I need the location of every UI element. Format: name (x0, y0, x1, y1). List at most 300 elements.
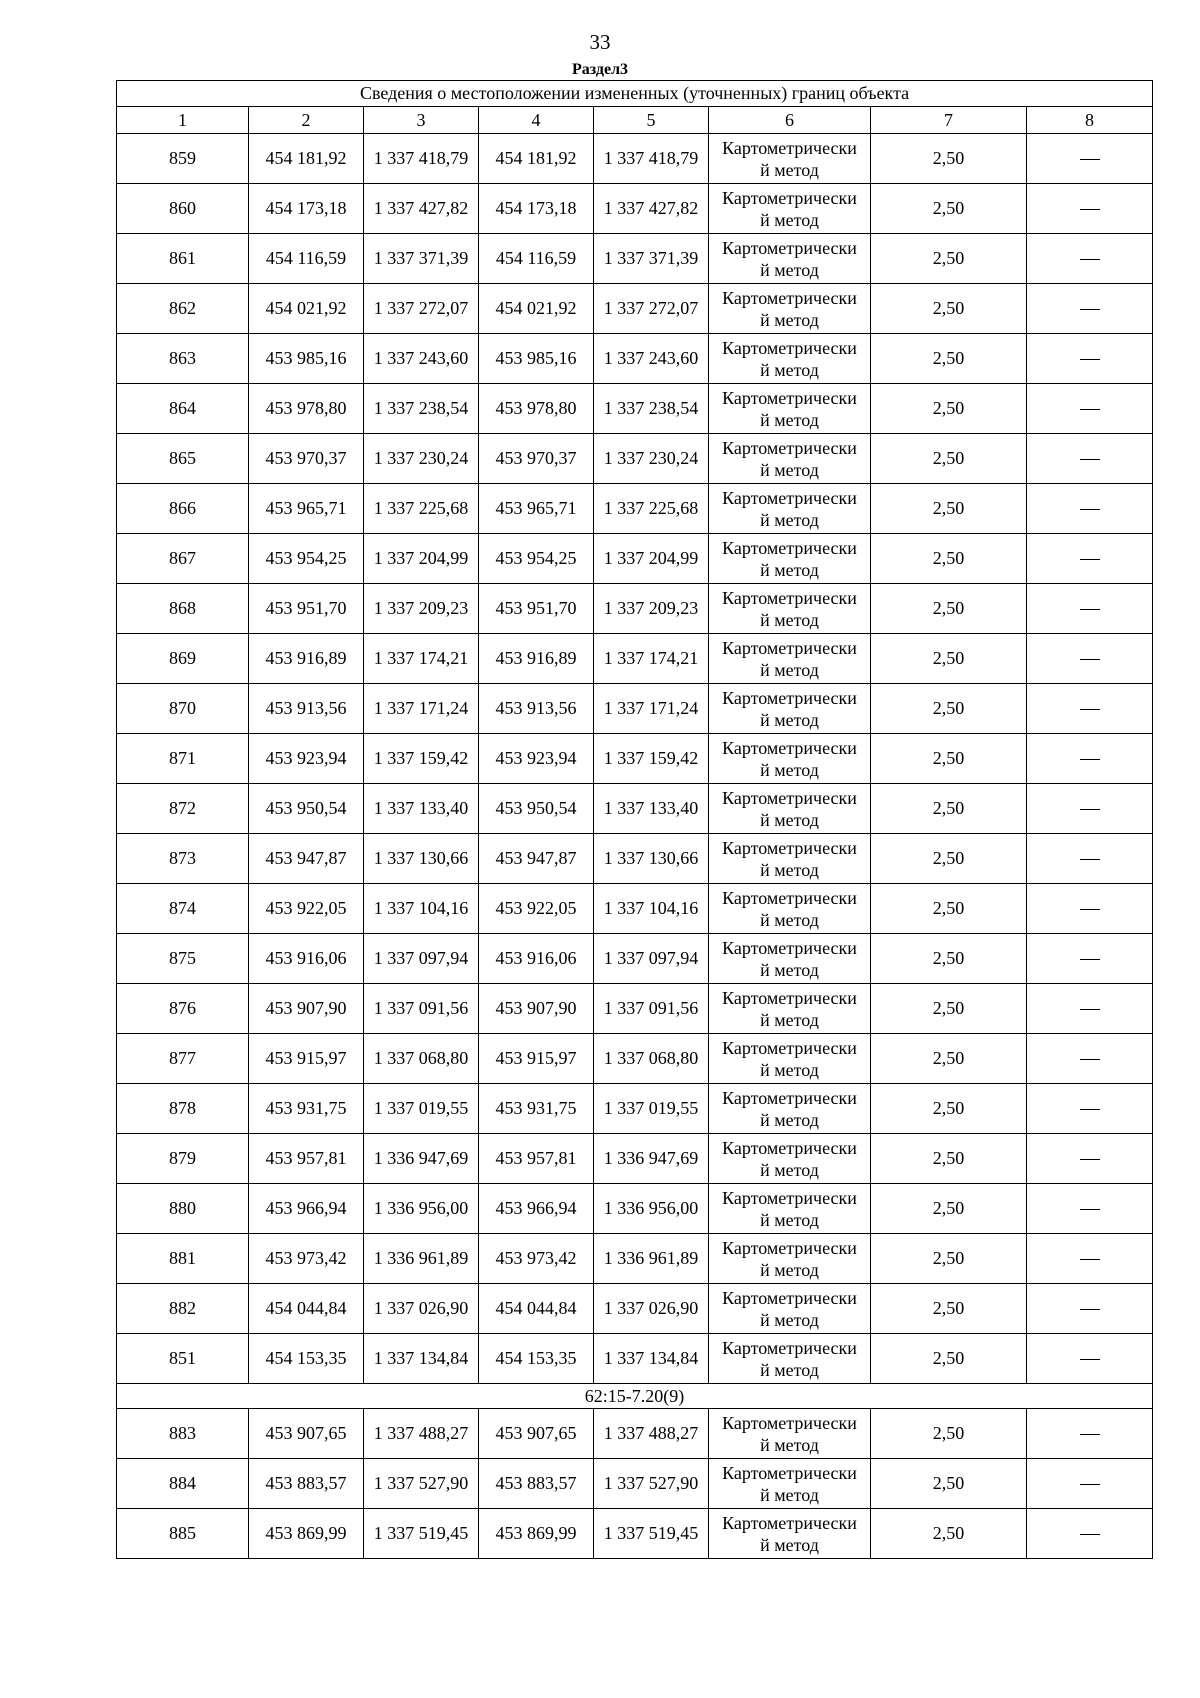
point-number-cell: 884 (117, 1459, 249, 1509)
y-coordinate-cell: 1 337 104,16 (364, 884, 479, 934)
point-number-cell: 885 (117, 1509, 249, 1559)
new-y-coordinate-cell: 1 337 130,66 (594, 834, 709, 884)
method-cell (709, 584, 871, 634)
point-number-cell: 869 (117, 634, 249, 684)
method-text: й метод (760, 309, 819, 330)
method-text: й метод (760, 409, 819, 430)
y-coordinate-cell: 1 337 130,66 (364, 834, 479, 884)
dash-mark (1080, 1359, 1100, 1360)
point-number-cell: 868 (117, 584, 249, 634)
table-row (117, 734, 1153, 784)
note-cell (1027, 684, 1153, 734)
method-cell (709, 1459, 871, 1509)
accuracy-cell: 2,50 (871, 534, 1027, 584)
method-text: Картометрически (722, 837, 857, 858)
new-x-coordinate-cell: 453 931,75 (479, 1084, 594, 1134)
table-row (117, 984, 1153, 1034)
dash-mark (1080, 809, 1100, 810)
dash-mark (1080, 1309, 1100, 1310)
accuracy-cell: 2,50 (871, 234, 1027, 284)
x-coordinate-cell: 453 922,05 (249, 884, 364, 934)
column-number: 4 (479, 107, 594, 134)
method-text: й метод (760, 609, 819, 630)
new-y-coordinate-cell: 1 337 238,54 (594, 384, 709, 434)
new-y-coordinate-cell: 1 337 068,80 (594, 1034, 709, 1084)
y-coordinate-cell: 1 337 174,21 (364, 634, 479, 684)
method-text: й метод (760, 1359, 819, 1380)
note-cell (1027, 1034, 1153, 1084)
method-cell (709, 634, 871, 684)
x-coordinate-cell: 453 966,94 (249, 1184, 364, 1234)
note-cell (1027, 234, 1153, 284)
new-y-coordinate-cell: 1 337 272,07 (594, 284, 709, 334)
method-text: Картометрически (722, 687, 857, 708)
y-coordinate-cell: 1 337 488,27 (364, 1409, 479, 1459)
dash-mark (1080, 859, 1100, 860)
new-x-coordinate-cell: 453 922,05 (479, 884, 594, 934)
new-y-coordinate-cell: 1 336 961,89 (594, 1234, 709, 1284)
method-cell (709, 934, 871, 984)
y-coordinate-cell: 1 337 019,55 (364, 1084, 479, 1134)
note-cell (1027, 1459, 1153, 1509)
x-coordinate-cell: 453 883,57 (249, 1459, 364, 1509)
section-title: Раздел3 (571, 61, 629, 78)
new-y-coordinate-cell: 1 337 133,40 (594, 784, 709, 834)
new-y-coordinate-cell: 1 337 097,94 (594, 934, 709, 984)
y-coordinate-cell: 1 337 427,82 (364, 184, 479, 234)
table-row (117, 684, 1153, 734)
dash-mark (1080, 909, 1100, 910)
accuracy-cell: 2,50 (871, 1334, 1027, 1384)
note-cell (1027, 334, 1153, 384)
method-text: Картометрически (722, 987, 857, 1008)
method-cell (709, 1509, 871, 1559)
y-coordinate-cell: 1 336 947,69 (364, 1134, 479, 1184)
y-coordinate-cell: 1 337 204,99 (364, 534, 479, 584)
x-coordinate-cell: 453 950,54 (249, 784, 364, 834)
column-number: 2 (249, 107, 364, 134)
new-y-coordinate-cell: 1 337 230,24 (594, 434, 709, 484)
method-text: Картометрически (722, 1287, 857, 1308)
table-row (117, 434, 1153, 484)
table-row (117, 584, 1153, 634)
new-y-coordinate-cell: 1 337 225,68 (594, 484, 709, 534)
method-text: й метод (760, 659, 819, 680)
method-cell (709, 434, 871, 484)
dash-mark (1080, 359, 1100, 360)
point-number-cell: 851 (117, 1334, 249, 1384)
accuracy-cell: 2,50 (871, 1509, 1027, 1559)
x-coordinate-cell: 454 021,92 (249, 284, 364, 334)
table-row (117, 634, 1153, 684)
new-x-coordinate-cell: 453 907,65 (479, 1409, 594, 1459)
accuracy-cell: 2,50 (871, 1034, 1027, 1084)
note-cell (1027, 1184, 1153, 1234)
note-cell (1027, 634, 1153, 684)
method-cell (709, 484, 871, 534)
method-cell (709, 134, 871, 184)
x-coordinate-cell: 453 957,81 (249, 1134, 364, 1184)
new-x-coordinate-cell: 453 883,57 (479, 1459, 594, 1509)
method-text: Картометрически (722, 237, 857, 258)
method-cell (709, 1284, 871, 1334)
point-number-cell: 881 (117, 1234, 249, 1284)
method-text: й метод (760, 259, 819, 280)
table-row (117, 1134, 1153, 1184)
x-coordinate-cell: 454 116,59 (249, 234, 364, 284)
method-text: Картометрически (722, 437, 857, 458)
method-text: й метод (760, 709, 819, 730)
column-number: 7 (871, 107, 1027, 134)
method-cell (709, 984, 871, 1034)
new-x-coordinate-cell: 453 970,37 (479, 434, 594, 484)
method-text: Картометрически (722, 1187, 857, 1208)
table-row (117, 184, 1153, 234)
dash-mark (1080, 309, 1100, 310)
note-cell (1027, 584, 1153, 634)
y-coordinate-cell: 1 337 171,24 (364, 684, 479, 734)
table-row (117, 1184, 1153, 1234)
table-row (117, 1459, 1153, 1509)
point-number-cell: 883 (117, 1409, 249, 1459)
method-cell (709, 384, 871, 434)
accuracy-cell: 2,50 (871, 334, 1027, 384)
new-x-coordinate-cell: 453 916,89 (479, 634, 594, 684)
y-coordinate-cell: 1 337 026,90 (364, 1284, 479, 1334)
x-coordinate-cell: 453 954,25 (249, 534, 364, 584)
point-number-cell: 873 (117, 834, 249, 884)
table-row (117, 1284, 1153, 1334)
note-cell (1027, 934, 1153, 984)
y-coordinate-cell: 1 337 133,40 (364, 784, 479, 834)
new-x-coordinate-cell: 454 153,35 (479, 1334, 594, 1384)
note-cell (1027, 1509, 1153, 1559)
accuracy-cell: 2,50 (871, 884, 1027, 934)
dash-mark (1080, 159, 1100, 160)
note-cell (1027, 1084, 1153, 1134)
accuracy-cell: 2,50 (871, 484, 1027, 534)
method-cell (709, 1334, 871, 1384)
dash-mark (1080, 559, 1100, 560)
note-cell (1027, 434, 1153, 484)
new-y-coordinate-cell: 1 337 204,99 (594, 534, 709, 584)
method-text: Картометрически (722, 1037, 857, 1058)
table-row (117, 834, 1153, 884)
method-text: Картометрически (722, 1337, 857, 1358)
table-row (117, 1084, 1153, 1134)
new-y-coordinate-cell: 1 337 418,79 (594, 134, 709, 184)
accuracy-cell: 2,50 (871, 184, 1027, 234)
point-number-cell: 874 (117, 884, 249, 934)
point-number-cell: 879 (117, 1134, 249, 1184)
accuracy-cell: 2,50 (871, 284, 1027, 334)
accuracy-cell: 2,50 (871, 784, 1027, 834)
note-cell (1027, 534, 1153, 584)
point-number-cell: 859 (117, 134, 249, 184)
table-row (117, 234, 1153, 284)
note-cell (1027, 1334, 1153, 1384)
dash-mark (1080, 509, 1100, 510)
dash-mark (1080, 1109, 1100, 1110)
y-coordinate-cell: 1 337 068,80 (364, 1034, 479, 1084)
y-coordinate-cell: 1 337 272,07 (364, 284, 479, 334)
new-x-coordinate-cell: 453 973,42 (479, 1234, 594, 1284)
table-row (117, 384, 1153, 434)
point-number-cell: 862 (117, 284, 249, 334)
new-y-coordinate-cell: 1 337 171,24 (594, 684, 709, 734)
new-x-coordinate-cell: 453 950,54 (479, 784, 594, 834)
new-x-coordinate-cell: 453 915,97 (479, 1034, 594, 1084)
new-y-coordinate-cell: 1 337 134,84 (594, 1334, 709, 1384)
dash-mark (1080, 709, 1100, 710)
new-x-coordinate-cell: 453 947,87 (479, 834, 594, 884)
accuracy-cell: 2,50 (871, 1134, 1027, 1184)
x-coordinate-cell: 453 978,80 (249, 384, 364, 434)
table-row (117, 1334, 1153, 1384)
table-row (117, 1409, 1153, 1459)
method-text: й метод (760, 209, 819, 230)
method-text: й метод (760, 1209, 819, 1230)
method-text: й метод (760, 1009, 819, 1030)
y-coordinate-cell: 1 337 418,79 (364, 134, 479, 184)
method-text: й метод (760, 909, 819, 930)
method-cell (709, 1084, 871, 1134)
dash-mark (1080, 959, 1100, 960)
dash-mark (1080, 209, 1100, 210)
method-cell (709, 684, 871, 734)
method-text: й метод (760, 959, 819, 980)
x-coordinate-cell: 453 965,71 (249, 484, 364, 534)
method-text: й метод (760, 509, 819, 530)
new-x-coordinate-cell: 454 173,18 (479, 184, 594, 234)
method-text: Картометрически (722, 1412, 857, 1433)
new-x-coordinate-cell: 453 957,81 (479, 1134, 594, 1184)
point-number-cell: 878 (117, 1084, 249, 1134)
accuracy-cell: 2,50 (871, 1184, 1027, 1234)
note-cell (1027, 384, 1153, 434)
method-text: Картометрически (722, 637, 857, 658)
note-cell (1027, 784, 1153, 834)
dash-mark (1080, 659, 1100, 660)
new-x-coordinate-cell: 453 916,06 (479, 934, 594, 984)
y-coordinate-cell: 1 337 519,45 (364, 1509, 479, 1559)
note-cell (1027, 184, 1153, 234)
x-coordinate-cell: 453 869,99 (249, 1509, 364, 1559)
new-x-coordinate-cell: 453 978,80 (479, 384, 594, 434)
new-x-coordinate-cell: 453 907,90 (479, 984, 594, 1034)
method-text: Картометрически (722, 587, 857, 608)
method-cell (709, 234, 871, 284)
new-y-coordinate-cell: 1 337 091,56 (594, 984, 709, 1034)
method-cell (709, 334, 871, 384)
accuracy-cell: 2,50 (871, 434, 1027, 484)
table-body (117, 134, 1153, 1559)
table-row (117, 534, 1153, 584)
point-number-cell: 871 (117, 734, 249, 784)
y-coordinate-cell: 1 337 243,60 (364, 334, 479, 384)
new-x-coordinate-cell: 454 044,84 (479, 1284, 594, 1334)
method-text: Картометрически (722, 487, 857, 508)
y-coordinate-cell: 1 337 159,42 (364, 734, 479, 784)
new-y-coordinate-cell: 1 337 104,16 (594, 884, 709, 934)
new-x-coordinate-cell: 453 913,56 (479, 684, 594, 734)
accuracy-cell: 2,50 (871, 384, 1027, 434)
point-number-cell: 860 (117, 184, 249, 234)
column-number-row (117, 107, 1153, 134)
method-text: Картометрически (722, 1462, 857, 1483)
table-row (117, 1234, 1153, 1284)
point-number-cell: 875 (117, 934, 249, 984)
x-coordinate-cell: 453 913,56 (249, 684, 364, 734)
x-coordinate-cell: 453 907,65 (249, 1409, 364, 1459)
accuracy-cell: 2,50 (871, 584, 1027, 634)
x-coordinate-cell: 453 923,94 (249, 734, 364, 784)
table-row (117, 1034, 1153, 1084)
point-number-cell: 877 (117, 1034, 249, 1084)
note-cell (1027, 984, 1153, 1034)
table-row (117, 484, 1153, 534)
accuracy-cell: 2,50 (871, 1409, 1027, 1459)
y-coordinate-cell: 1 337 238,54 (364, 384, 479, 434)
x-coordinate-cell: 454 181,92 (249, 134, 364, 184)
x-coordinate-cell: 453 970,37 (249, 434, 364, 484)
table-row (117, 784, 1153, 834)
point-number-cell: 872 (117, 784, 249, 834)
method-text: Картометрически (722, 537, 857, 558)
x-coordinate-cell: 453 947,87 (249, 834, 364, 884)
method-text: й метод (760, 459, 819, 480)
dash-mark (1080, 1484, 1100, 1485)
x-coordinate-cell: 453 951,70 (249, 584, 364, 634)
new-y-coordinate-cell: 1 337 174,21 (594, 634, 709, 684)
accuracy-cell: 2,50 (871, 984, 1027, 1034)
method-cell (709, 1034, 871, 1084)
method-cell (709, 1134, 871, 1184)
method-text: й метод (760, 1059, 819, 1080)
point-number-cell: 876 (117, 984, 249, 1034)
method-text: й метод (760, 1159, 819, 1180)
group-label-row (117, 1384, 1153, 1409)
point-number-cell: 861 (117, 234, 249, 284)
y-coordinate-cell: 1 337 091,56 (364, 984, 479, 1034)
accuracy-cell: 2,50 (871, 834, 1027, 884)
y-coordinate-cell: 1 337 134,84 (364, 1334, 479, 1384)
method-text: й метод (760, 859, 819, 880)
x-coordinate-cell: 454 153,35 (249, 1334, 364, 1384)
dash-mark (1080, 1159, 1100, 1160)
y-coordinate-cell: 1 337 230,24 (364, 434, 479, 484)
new-y-coordinate-cell: 1 337 371,39 (594, 234, 709, 284)
dash-mark (1080, 1434, 1100, 1435)
coordinates-table (116, 80, 1153, 1559)
new-y-coordinate-cell: 1 337 427,82 (594, 184, 709, 234)
note-cell (1027, 284, 1153, 334)
x-coordinate-cell: 453 916,89 (249, 634, 364, 684)
table-row (117, 884, 1153, 934)
y-coordinate-cell: 1 337 097,94 (364, 934, 479, 984)
method-text: й метод (760, 1484, 819, 1505)
dash-mark (1080, 1259, 1100, 1260)
method-text: Картометрически (722, 887, 857, 908)
note-cell (1027, 1284, 1153, 1334)
method-text: й метод (760, 1534, 819, 1555)
method-text: Картометрически (722, 1137, 857, 1158)
method-text: Картометрически (722, 137, 857, 158)
accuracy-cell: 2,50 (871, 734, 1027, 784)
point-number-cell: 867 (117, 534, 249, 584)
column-number: 1 (117, 107, 249, 134)
method-cell (709, 284, 871, 334)
column-number: 6 (709, 107, 871, 134)
method-text: й метод (760, 559, 819, 580)
note-cell (1027, 834, 1153, 884)
x-coordinate-cell: 453 985,16 (249, 334, 364, 384)
point-number-cell: 880 (117, 1184, 249, 1234)
new-x-coordinate-cell: 453 954,25 (479, 534, 594, 584)
point-number-cell: 863 (117, 334, 249, 384)
accuracy-cell: 2,50 (871, 1084, 1027, 1134)
method-text: Картометрически (722, 937, 857, 958)
x-coordinate-cell: 453 915,97 (249, 1034, 364, 1084)
method-text: Картометрически (722, 1087, 857, 1108)
table-row (117, 1509, 1153, 1559)
new-y-coordinate-cell: 1 337 519,45 (594, 1509, 709, 1559)
accuracy-cell: 2,50 (871, 1459, 1027, 1509)
method-text: Картометрически (722, 1512, 857, 1533)
x-coordinate-cell: 453 916,06 (249, 934, 364, 984)
new-x-coordinate-cell: 454 021,92 (479, 284, 594, 334)
dash-mark (1080, 609, 1100, 610)
point-number-cell: 864 (117, 384, 249, 434)
new-x-coordinate-cell: 453 923,94 (479, 734, 594, 784)
x-coordinate-cell: 454 173,18 (249, 184, 364, 234)
point-number-cell: 882 (117, 1284, 249, 1334)
accuracy-cell: 2,50 (871, 134, 1027, 184)
group-label: 62:15-7.20(9) (117, 1384, 1153, 1409)
point-number-cell: 866 (117, 484, 249, 534)
x-coordinate-cell: 454 044,84 (249, 1284, 364, 1334)
note-cell (1027, 484, 1153, 534)
dash-mark (1080, 1059, 1100, 1060)
note-cell (1027, 1409, 1153, 1459)
new-y-coordinate-cell: 1 337 527,90 (594, 1459, 709, 1509)
method-text: Картометрически (722, 387, 857, 408)
method-text: Картометрически (722, 787, 857, 808)
new-y-coordinate-cell: 1 336 956,00 (594, 1184, 709, 1234)
new-y-coordinate-cell: 1 336 947,69 (594, 1134, 709, 1184)
method-cell (709, 784, 871, 834)
x-coordinate-cell: 453 931,75 (249, 1084, 364, 1134)
method-text: й метод (760, 759, 819, 780)
method-text: й метод (760, 1109, 819, 1130)
y-coordinate-cell: 1 336 956,00 (364, 1184, 479, 1234)
x-coordinate-cell: 453 973,42 (249, 1234, 364, 1284)
method-text: й метод (760, 809, 819, 830)
new-x-coordinate-cell: 453 966,94 (479, 1184, 594, 1234)
new-y-coordinate-cell: 1 337 209,23 (594, 584, 709, 634)
new-x-coordinate-cell: 453 985,16 (479, 334, 594, 384)
method-text: й метод (760, 1434, 819, 1455)
note-cell (1027, 884, 1153, 934)
column-number: 3 (364, 107, 479, 134)
table-row (117, 284, 1153, 334)
accuracy-cell: 2,50 (871, 634, 1027, 684)
y-coordinate-cell: 1 336 961,89 (364, 1234, 479, 1284)
table-caption: Сведения о местоположении измененных (уточненных) границ объекта (117, 81, 1153, 107)
method-cell (709, 534, 871, 584)
method-text: й метод (760, 1259, 819, 1280)
note-cell (1027, 1234, 1153, 1284)
